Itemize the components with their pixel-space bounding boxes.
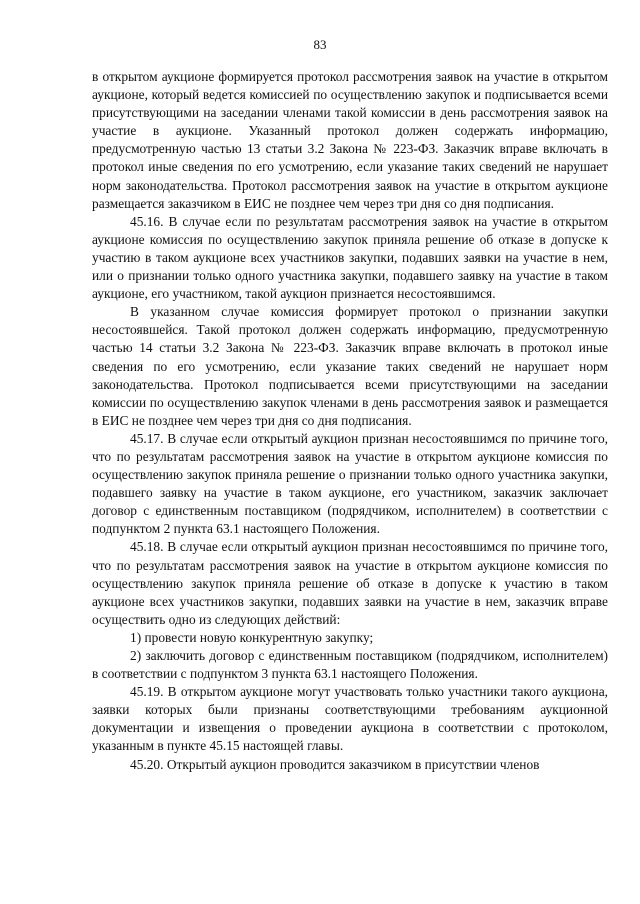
paragraph-45-19: 45.19. В открытом аукционе могут участвовать только участники такого аукциона, заявки которых были признаны соответствующими требованиям аукционной документации и извещения о проведении аукциона в соответствии с протоколом, указанным в пункте 45.15 настоящей главы. xyxy=(92,684,608,754)
paragraph-45-18: 45.18. В случае если открытый аукцион признан несостоявшимся по причине того, что по результатам рассмотрения заявок на участие в открытом аукционе комиссия по осуществлению закупок приняла решение об отказе в допуске к участию в таком аукционе всех участников закупки, подавших заявки на участие в нем, заказчик вправе осуществить одно из следующих действий: xyxy=(92,539,608,627)
paragraph-failed-procurement-protocol: В указанном случае комиссия формирует протокол о признании закупки несостоявшейся. Такой протокол должен содержать информацию, предусмотренную частью 14 статьи 3.2 Закона № 223-ФЗ. Заказчик вправе включать в протокол иные сведения по его усмотрению, если указание таких сведений не нарушает норм законодательства. Протокол подписывается всеми присутствующими на заседании комиссии по осуществлению закупок членами в день рассмотрения заявок и размещается в ЕИС не позднее чем через три дня со дня подписания. xyxy=(92,304,608,428)
document-body xyxy=(92,68,608,774)
paragraph-45-20: 45.20. Открытый аукцион проводится заказчиком в присутствии членов xyxy=(130,756,540,772)
paragraph-45-16: 45.16. В случае если по результатам рассмотрения заявок на участие в открытом аукционе комиссия по осуществлению закупок приняла решение об отказе в допуске к участию в таком аукционе всех участников закупки, подавших заявки на участие в нем, или о признании только одного участника закупки, подавшего заявку на участие в таком аукционе, его участником, такой аукцион признается несостоявшимся. xyxy=(92,213,608,302)
paragraph-45-17: 45.17. В случае если открытый аукцион признан несостоявшимся по причине того, что по результатам рассмотрения заявок на участие в открытом аукционе комиссия по осуществлению закупок приняла решение о признании только одного участника закупки, подавшего заявку на участие в таком аукционе, его участником, заказчик заключает договор с единственным поставщиком (подрядчиком, исполнителем) в соответствии с подпунктом 2 пункта 63.1 настоящего Положения. xyxy=(92,430,608,537)
list-item-single-supplier-contract: 2) заключить договор с единственным поставщиком (подрядчиком, исполнителем) в соответствии с подпунктом 3 пункта 63.1 настоящего Положения. xyxy=(92,648,608,682)
page-number: 83 xyxy=(313,37,327,52)
list-item-new-procurement: 1) провести новую конкурентную закупку; xyxy=(130,629,374,645)
paragraph-protocol-continuation: в открытом аукционе формируется протокол рассмотрения заявок на участие в открытом аукционе, который ведется комиссией по осуществлению закупок и подписывается всеми присутствующими на заседании членами такой комиссии в день рассмотрения заявок на участие в аукционе. Указанный протокол должен содержать информацию, предусмотренную частью 13 статьи 3.2 Закона № 223-ФЗ. Заказчик вправе включать в протокол иные сведения по его усмотрению, если указание таких сведений не нарушает норм законодательства. Протокол рассмотрения заявок на участие в открытом аукционе размещается заказчиком в ЕИС не позднее чем через три дня со дня подписания. xyxy=(92,69,608,211)
